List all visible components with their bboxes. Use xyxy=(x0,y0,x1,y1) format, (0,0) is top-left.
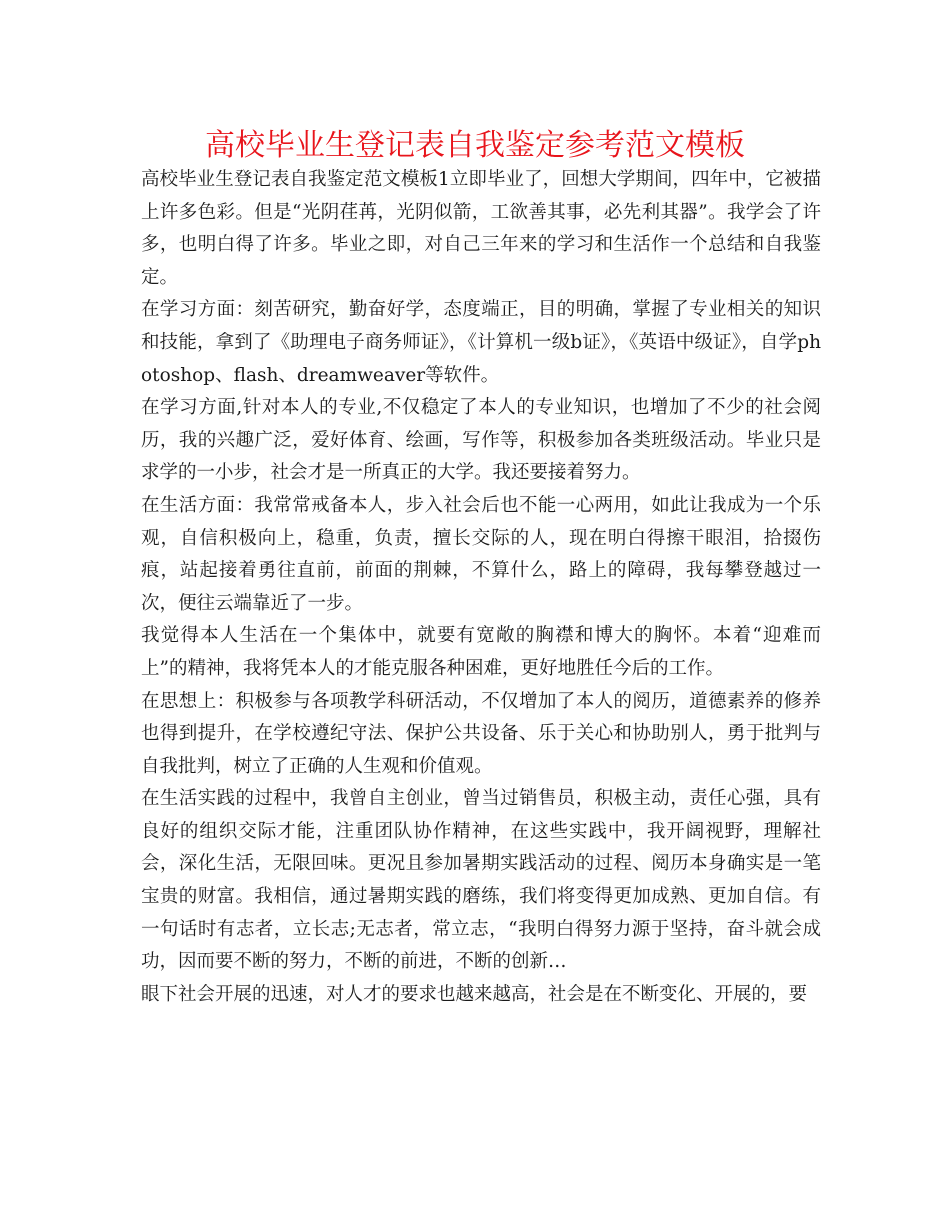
document-title: 高校毕业生登记表自我鉴定参考范文模板 xyxy=(205,128,745,163)
paragraph-study-2: 在学习方面,针对本人的专业,不仅稳定了本人的专业知识，也增加了不少的社会阅历，我的兴趣广泛，爱好体育、绘画，写作等，积极参加各类班级活动。毕业只是求学的一小步，社会才是一所真正的大学。我还要接着努力。 xyxy=(141,397,821,484)
paragraph-study-1: 在学习方面：刻苦研究，勤奋好学，态度端正，目的明确，掌握了专业相关的知识和技能，拿到了《助理电子商务师证》，《计算机一级b证》，《英语中级证》，自学photoshop、flash、dreamweaver等软件。 xyxy=(141,299,821,386)
paragraph-collective: 我觉得本人生活在一个集体中，就要有宽敞的胸襟和博大的胸怀。本着“迎难而上”的精神，我将凭本人的才能克服各种困难，更好地胜任今后的工作。 xyxy=(141,625,821,679)
paragraph-practice: 在生活实践的过程中，我曾自主创业，曾当过销售员，积极主动，责任心强，具有良好的组织交际才能，注重团队协作精神，在这些实践中，我开阔视野，理解社会，深化生活，无限回味。更况且参加暑期实践活动的过程、阅历本身确实是一笔宝贵的财富。我相信，通过暑期实践的磨练，我们将变得更加成熟、更加自信。有一句话时有志者，立长志;无志者，常立志，“我明白得努力源于坚持，奋斗就会成功，因而要不断的努力，不断的前进，不断的创新… xyxy=(141,788,821,973)
paragraph-life: 在生活方面：我常常戒备本人，步入社会后也不能一心两用，如此让我成为一个乐观，自信积极向上，稳重，负责，擅长交际的人，现在明白得擦干眼泪，拾掇伤痕，站起接着勇往直前，前面的荆棘，不算什么，路上的障碍，我每攀登越过一次，便往云端靠近了一步。 xyxy=(141,494,821,614)
paragraph-thought: 在思想上：积极参与各项教学科研活动，不仅增加了本人的阅历，道德素养的修养也得到提升，在学校遵纪守法、保护公共设备、乐于关心和协助别人，勇于批判与自我批判，树立了正确的人生观和价值观。 xyxy=(141,690,821,777)
document-body xyxy=(141,164,821,1011)
paragraph-intro: 高校毕业生登记表自我鉴定范文模板1立即毕业了，回想大学期间，四年中，它被描上许多色彩。但是“光阴荏苒，光阴似箭，工欲善其事，必先利其器”。我学会了许多，也明白得了许多。毕业之即，对自己三年来的学习和生活作一个总结和自我鉴定。 xyxy=(141,169,821,288)
paragraph-society: 眼下社会开展的迅速，对人才的要求也越来越高，社会是在不断变化、开展的，要 xyxy=(141,983,808,1005)
